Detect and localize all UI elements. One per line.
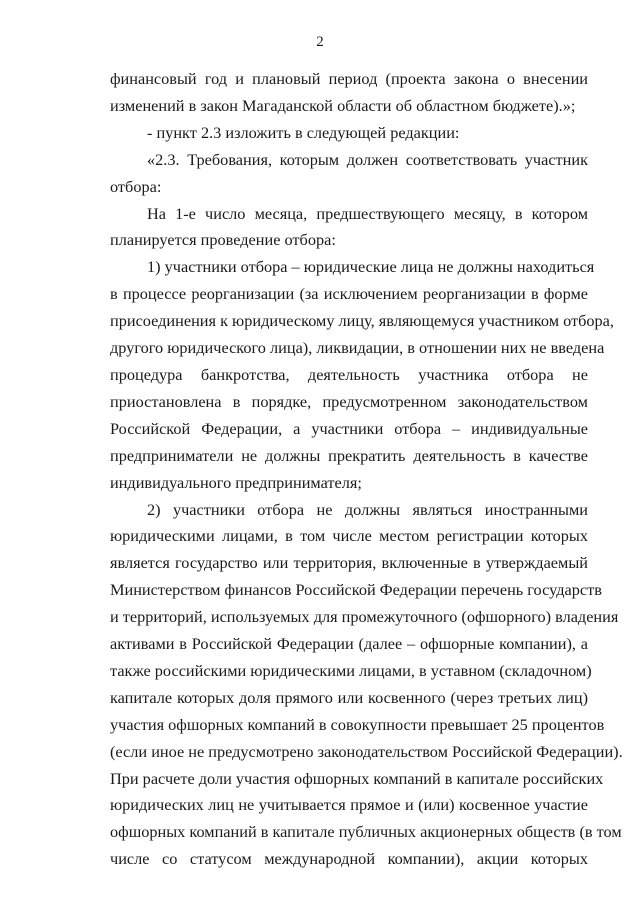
text-line: числе со статусом международной компании), акции которых (110, 849, 588, 869)
paragraph-clause-heading (110, 147, 588, 201)
text-line: и территорий, используемых для промежуточного (офшорного) владения (110, 607, 619, 627)
text-line: индивидуального предпринимателя; (110, 472, 362, 492)
text-line: капитале которых доля прямого или косвенного (через третьих лиц) (110, 687, 588, 707)
paragraph-item-1 (110, 254, 614, 496)
paragraph-date-condition (110, 201, 588, 255)
text-line: приостановлена в порядке, предусмотренном законодательством (110, 391, 588, 411)
text-line: финансовый год и плановый период (проекта закона о внесении (110, 69, 588, 88)
text-line: является государство или территория, включенные в утверждаемый (110, 553, 588, 573)
text-line: юридическими лицами, в том числе местом регистрации которых (110, 526, 588, 546)
text-line: (если иное не предусмотрено законодательством Российской Федерации). (110, 741, 623, 761)
text-line: «2.3. Требования, которым должен соответствовать участник (147, 149, 588, 169)
text-line: в процессе реорганизации (за исключением реорганизации в форме (110, 284, 588, 304)
text-line: планируется проведение отбора: (110, 230, 336, 250)
text-line: Российской Федерации, а участники отбора – индивидуальные (110, 418, 588, 438)
document-body (110, 66, 623, 873)
text-line: другого юридического лица), ликвидации, в отношении них не введена (110, 338, 605, 358)
text-line: При расчете доли участия офшорных компаний в капитале российских (110, 768, 604, 788)
text-line: активами в Российской Федерации (далее – офшорные компании), а (110, 634, 588, 654)
text-line: 2) участники отбора не должны являться иностранными (147, 499, 588, 519)
text-line: отбора: (110, 176, 162, 196)
text-line: Министерством финансов Российской Федерации перечень государств (110, 580, 602, 600)
text-line: 1) участники отбора – юридические лица не должны находиться (147, 257, 595, 277)
text-line: юридических лиц не учитывается прямое и (или) косвенное участие (110, 795, 588, 815)
page-number: 2 (316, 34, 324, 50)
text-line: - пункт 2.3 изложить в следующей редакции: (147, 122, 460, 142)
text-line: участия офшорных компаний в совокупности превышает 25 процентов (110, 714, 605, 734)
text-line: процедура банкротства, деятельность участника отбора не (110, 364, 588, 384)
text-line: также российскими юридическими лицами, в уставном (складочном) (110, 660, 592, 680)
text-line: На 1-е число месяца, предшествующего месяцу, в котором (147, 203, 588, 223)
paragraph-item-2 (110, 497, 623, 874)
paragraph-continuation (110, 66, 588, 120)
text-line: офшорных компаний в капитале публичных акционерных обществ (в том (110, 822, 622, 842)
paragraph-amendment-instruction (110, 120, 588, 147)
text-line: изменений в закон Магаданской области об областном бюджете).»; (110, 95, 576, 115)
text-line: присоединения к юридическому лицу, являющемуся участником отбора, (110, 311, 614, 331)
text-line: предприниматели не должны прекратить деятельность в качестве (110, 445, 588, 465)
